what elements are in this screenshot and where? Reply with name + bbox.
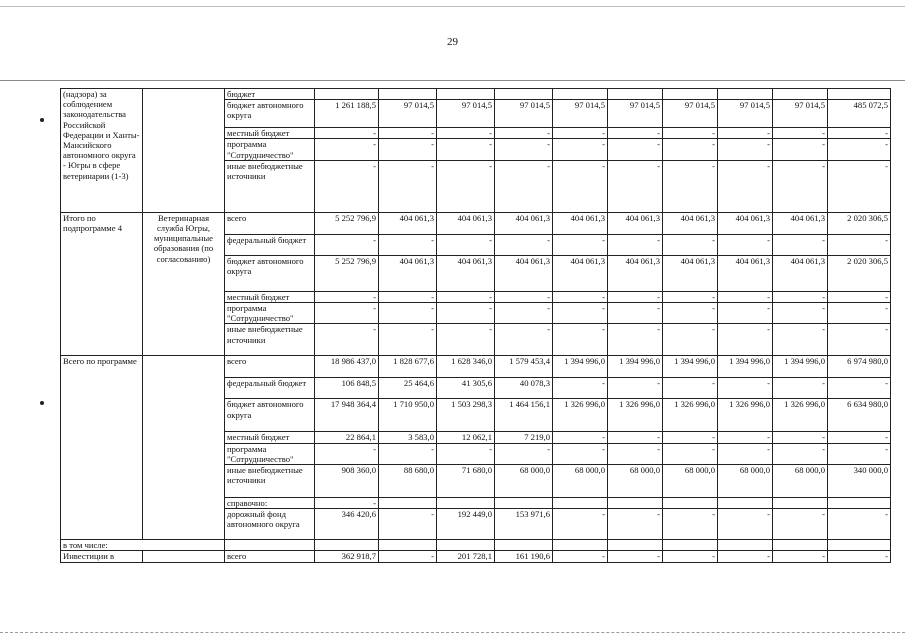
value-cell: -: [608, 324, 663, 356]
funding-source-label: программа "Сотрудничество": [225, 303, 315, 324]
funding-source-label: всего: [225, 356, 315, 378]
value-cell: -: [379, 303, 437, 324]
financing-table: [60, 88, 891, 563]
value-cell: -: [495, 324, 553, 356]
margin-dot: [40, 118, 44, 122]
value-cell: -: [718, 303, 773, 324]
value-cell: [315, 89, 379, 100]
value-cell: 1 628 346,0: [437, 356, 495, 378]
value-cell: -: [553, 139, 608, 160]
value-cell: -: [828, 291, 891, 302]
value-cell: -: [773, 509, 828, 540]
value-cell: -: [663, 139, 718, 160]
value-cell: [379, 498, 437, 509]
value-cell: -: [718, 509, 773, 540]
funding-source-label: федеральный бюджет: [225, 378, 315, 399]
value-cell: 404 061,3: [379, 255, 437, 291]
value-cell: [553, 498, 608, 509]
funding-source-label: бюджет автономного округа: [225, 255, 315, 291]
empty-cell: [773, 540, 828, 551]
empty-cell: [553, 540, 608, 551]
value-cell: -: [608, 509, 663, 540]
value-cell: -: [315, 160, 379, 212]
value-cell: -: [663, 303, 718, 324]
value-cell: [718, 89, 773, 100]
value-cell: [495, 498, 553, 509]
value-cell: 404 061,3: [379, 212, 437, 234]
value-cell: 22 864,1: [315, 432, 379, 443]
funding-source-label: бюджет автономного округа: [225, 100, 315, 128]
value-cell: -: [495, 303, 553, 324]
value-cell: 1 710 950,0: [379, 399, 437, 432]
table-body: [61, 89, 891, 563]
value-cell: -: [773, 303, 828, 324]
value-cell: -: [773, 443, 828, 464]
value-cell: 68 000,0: [663, 465, 718, 498]
value-cell: 1 503 298,3: [437, 399, 495, 432]
value-cell: -: [663, 160, 718, 212]
value-cell: 1 394 996,0: [608, 356, 663, 378]
header-rule: [0, 80, 905, 81]
value-cell: -: [437, 128, 495, 139]
value-cell: [828, 89, 891, 100]
value-cell: 41 305,6: [437, 378, 495, 399]
value-cell: -: [773, 551, 828, 562]
empty-cell: [718, 540, 773, 551]
empty-cell: [495, 540, 553, 551]
funding-source-label: иные внебюджетные источники: [225, 160, 315, 212]
empty-cell: [663, 540, 718, 551]
value-cell: [608, 498, 663, 509]
value-cell: -: [379, 551, 437, 562]
value-cell: 1 828 677,6: [379, 356, 437, 378]
value-cell: -: [315, 443, 379, 464]
value-cell: 404 061,3: [773, 212, 828, 234]
value-cell: 908 360,0: [315, 465, 379, 498]
value-cell: 68 000,0: [553, 465, 608, 498]
value-cell: 2 020 306,5: [828, 212, 891, 234]
funding-source-label: всего: [225, 212, 315, 234]
value-cell: 7 219,0: [495, 432, 553, 443]
funding-source-label: всего: [225, 551, 315, 562]
value-cell: -: [828, 139, 891, 160]
value-cell: -: [437, 443, 495, 464]
row-group-executor: [143, 89, 225, 213]
value-cell: -: [553, 303, 608, 324]
value-cell: -: [315, 234, 379, 255]
value-cell: -: [379, 234, 437, 255]
value-cell: 1 394 996,0: [553, 356, 608, 378]
value-cell: -: [608, 303, 663, 324]
value-cell: -: [608, 432, 663, 443]
funding-source-label: иные внебюджетные источники: [225, 465, 315, 498]
value-cell: 68 000,0: [718, 465, 773, 498]
value-cell: -: [379, 324, 437, 356]
funding-source-label: местный бюджет: [225, 432, 315, 443]
value-cell: 71 680,0: [437, 465, 495, 498]
value-cell: -: [437, 303, 495, 324]
value-cell: -: [828, 432, 891, 443]
empty-cell: [225, 540, 315, 551]
row-group-name: Инвестиции в: [61, 551, 143, 562]
row-group-executor: Ветеринарная служба Югры, муниципальные образования (по согласованию): [143, 212, 225, 356]
row-group-name: Итого по подпрограмме 4: [61, 212, 143, 356]
value-cell: -: [553, 551, 608, 562]
value-cell: 1 326 996,0: [773, 399, 828, 432]
value-cell: -: [315, 291, 379, 302]
value-cell: 153 971,6: [495, 509, 553, 540]
value-cell: -: [828, 551, 891, 562]
value-cell: -: [773, 324, 828, 356]
value-cell: 1 261 188,5: [315, 100, 379, 128]
value-cell: -: [718, 128, 773, 139]
value-cell: 1 326 996,0: [553, 399, 608, 432]
value-cell: -: [553, 128, 608, 139]
value-cell: -: [315, 139, 379, 160]
empty-cell: [828, 540, 891, 551]
value-cell: 404 061,3: [663, 255, 718, 291]
funding-source-label: местный бюджет: [225, 128, 315, 139]
value-cell: 404 061,3: [663, 212, 718, 234]
value-cell: 192 449,0: [437, 509, 495, 540]
value-cell: -: [553, 291, 608, 302]
table-row: [61, 540, 891, 551]
value-cell: 1 394 996,0: [663, 356, 718, 378]
value-cell: -: [553, 378, 608, 399]
value-cell: 1 326 996,0: [663, 399, 718, 432]
value-cell: -: [663, 378, 718, 399]
value-cell: -: [773, 128, 828, 139]
funding-source-label: бюджет: [225, 89, 315, 100]
table-row: [61, 551, 891, 562]
value-cell: 6 974 980,0: [828, 356, 891, 378]
value-cell: 97 014,5: [663, 100, 718, 128]
value-cell: 404 061,3: [718, 212, 773, 234]
value-cell: 97 014,5: [718, 100, 773, 128]
empty-cell: [437, 540, 495, 551]
value-cell: -: [718, 443, 773, 464]
value-cell: -: [553, 432, 608, 443]
value-cell: 404 061,3: [608, 255, 663, 291]
value-cell: 68 000,0: [608, 465, 663, 498]
value-cell: -: [553, 443, 608, 464]
value-cell: 1 326 996,0: [608, 399, 663, 432]
value-cell: 18 986 437,0: [315, 356, 379, 378]
value-cell: -: [608, 378, 663, 399]
value-cell: -: [663, 443, 718, 464]
funding-source-label: дорожный фонд автономного округа: [225, 509, 315, 540]
value-cell: 68 000,0: [773, 465, 828, 498]
value-cell: [553, 89, 608, 100]
value-cell: -: [773, 378, 828, 399]
value-cell: -: [608, 551, 663, 562]
value-cell: 404 061,3: [553, 255, 608, 291]
value-cell: 97 014,5: [437, 100, 495, 128]
value-cell: 404 061,3: [718, 255, 773, 291]
value-cell: -: [379, 128, 437, 139]
value-cell: 1 326 996,0: [718, 399, 773, 432]
value-cell: [663, 498, 718, 509]
value-cell: -: [828, 234, 891, 255]
bottom-border-line: [0, 632, 905, 633]
value-cell: -: [608, 443, 663, 464]
page-number: 29: [447, 36, 458, 48]
value-cell: 3 583,0: [379, 432, 437, 443]
value-cell: 404 061,3: [495, 255, 553, 291]
row-group-executor: [143, 356, 225, 540]
value-cell: -: [828, 509, 891, 540]
value-cell: -: [553, 160, 608, 212]
value-cell: -: [718, 432, 773, 443]
value-cell: 1 394 996,0: [773, 356, 828, 378]
value-cell: [437, 89, 495, 100]
funding-source-label: справочно:: [225, 498, 315, 509]
table-row: [61, 356, 891, 378]
value-cell: [379, 89, 437, 100]
value-cell: [437, 498, 495, 509]
value-cell: -: [379, 291, 437, 302]
table-row: [61, 212, 891, 234]
value-cell: 97 014,5: [773, 100, 828, 128]
funding-source-label: программа "Сотрудничество": [225, 139, 315, 160]
value-cell: 17 948 364,4: [315, 399, 379, 432]
value-cell: 5 252 796,9: [315, 212, 379, 234]
value-cell: -: [495, 234, 553, 255]
funding-source-label: федеральный бюджет: [225, 234, 315, 255]
value-cell: 97 014,5: [608, 100, 663, 128]
value-cell: -: [315, 303, 379, 324]
value-cell: -: [718, 160, 773, 212]
value-cell: -: [495, 128, 553, 139]
value-cell: 404 061,3: [553, 212, 608, 234]
top-border-line: [0, 6, 905, 7]
value-cell: 2 020 306,5: [828, 255, 891, 291]
value-cell: [663, 89, 718, 100]
value-cell: -: [828, 303, 891, 324]
value-cell: -: [828, 378, 891, 399]
value-cell: -: [718, 139, 773, 160]
row-group-name: Всего по программе: [61, 356, 143, 540]
funding-source-label: бюджет автономного округа: [225, 399, 315, 432]
value-cell: -: [663, 324, 718, 356]
value-cell: -: [379, 509, 437, 540]
value-cell: -: [608, 160, 663, 212]
value-cell: 25 464,6: [379, 378, 437, 399]
value-cell: 201 728,1: [437, 551, 495, 562]
table-row: [61, 89, 891, 100]
value-cell: 97 014,5: [553, 100, 608, 128]
value-cell: -: [718, 291, 773, 302]
value-cell: -: [553, 509, 608, 540]
value-cell: -: [718, 234, 773, 255]
value-cell: -: [718, 324, 773, 356]
value-cell: -: [553, 234, 608, 255]
value-cell: 161 190,6: [495, 551, 553, 562]
value-cell: 88 680,0: [379, 465, 437, 498]
value-cell: -: [608, 234, 663, 255]
value-cell: 5 252 796,9: [315, 255, 379, 291]
value-cell: [773, 498, 828, 509]
including-label: в том числе:: [61, 540, 225, 551]
value-cell: -: [663, 551, 718, 562]
value-cell: -: [663, 234, 718, 255]
value-cell: -: [773, 291, 828, 302]
value-cell: -: [663, 291, 718, 302]
value-cell: 340 000,0: [828, 465, 891, 498]
empty-cell: [608, 540, 663, 551]
value-cell: 485 072,5: [828, 100, 891, 128]
value-cell: -: [718, 378, 773, 399]
value-cell: [495, 89, 553, 100]
value-cell: 404 061,3: [495, 212, 553, 234]
value-cell: [828, 498, 891, 509]
value-cell: -: [495, 291, 553, 302]
value-cell: -: [437, 160, 495, 212]
value-cell: -: [718, 551, 773, 562]
value-cell: -: [608, 128, 663, 139]
value-cell: -: [828, 128, 891, 139]
value-cell: -: [495, 443, 553, 464]
value-cell: -: [828, 324, 891, 356]
value-cell: -: [663, 128, 718, 139]
value-cell: 404 061,3: [773, 255, 828, 291]
value-cell: -: [437, 139, 495, 160]
funding-source-label: иные внебюджетные источники: [225, 324, 315, 356]
value-cell: -: [437, 291, 495, 302]
value-cell: -: [773, 139, 828, 160]
value-cell: -: [495, 160, 553, 212]
value-cell: 346 420,6: [315, 509, 379, 540]
value-cell: 68 000,0: [495, 465, 553, 498]
value-cell: 404 061,3: [608, 212, 663, 234]
value-cell: -: [315, 324, 379, 356]
value-cell: -: [828, 160, 891, 212]
value-cell: 1 394 996,0: [718, 356, 773, 378]
empty-cell: [379, 540, 437, 551]
value-cell: [718, 498, 773, 509]
value-cell: -: [608, 139, 663, 160]
margin-dot: [40, 401, 44, 405]
value-cell: -: [663, 509, 718, 540]
value-cell: 1 464 156,1: [495, 399, 553, 432]
value-cell: -: [553, 324, 608, 356]
value-cell: -: [379, 160, 437, 212]
value-cell: -: [379, 139, 437, 160]
value-cell: 97 014,5: [379, 100, 437, 128]
value-cell: 404 061,3: [437, 212, 495, 234]
value-cell: -: [315, 498, 379, 509]
value-cell: -: [437, 324, 495, 356]
value-cell: -: [828, 443, 891, 464]
value-cell: [773, 89, 828, 100]
row-group-name: (надзора) за соблюдением законодательства Российской Федерации и Ханты-Мансийского автономного округа - Югры в сфере ветеринарии (1-3): [61, 89, 143, 213]
value-cell: -: [608, 291, 663, 302]
funding-source-label: программа "Сотрудничество": [225, 443, 315, 464]
value-cell: 12 062,1: [437, 432, 495, 443]
empty-cell: [315, 540, 379, 551]
value-cell: -: [437, 234, 495, 255]
value-cell: -: [773, 160, 828, 212]
value-cell: -: [773, 234, 828, 255]
value-cell: 362 918,7: [315, 551, 379, 562]
value-cell: -: [773, 432, 828, 443]
value-cell: -: [379, 443, 437, 464]
value-cell: [608, 89, 663, 100]
value-cell: 106 848,5: [315, 378, 379, 399]
value-cell: 1 579 453,4: [495, 356, 553, 378]
value-cell: 97 014,5: [495, 100, 553, 128]
funding-source-label: местный бюджет: [225, 291, 315, 302]
value-cell: 40 078,3: [495, 378, 553, 399]
row-group-executor: [143, 551, 225, 562]
value-cell: 6 634 980,0: [828, 399, 891, 432]
value-cell: -: [495, 139, 553, 160]
value-cell: -: [663, 432, 718, 443]
value-cell: -: [315, 128, 379, 139]
value-cell: 404 061,3: [437, 255, 495, 291]
